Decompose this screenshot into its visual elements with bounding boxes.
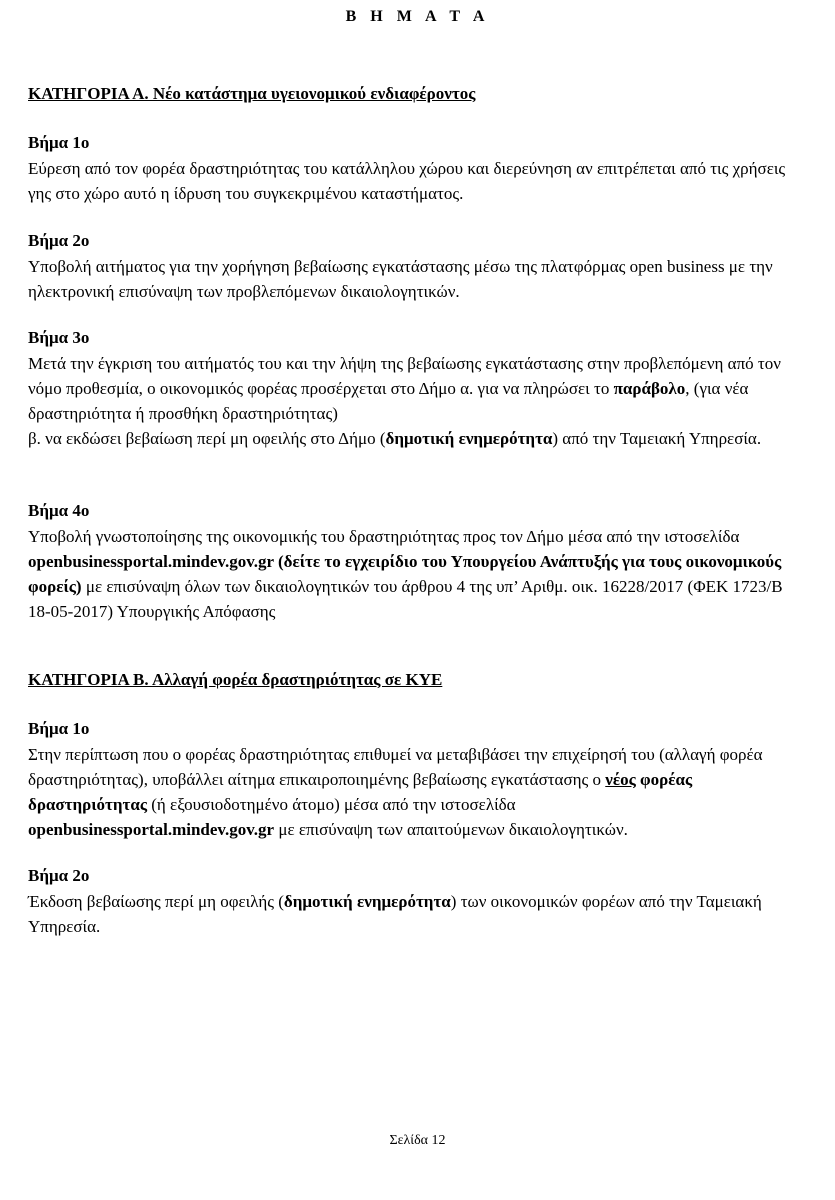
step-text: με επισύναψη όλων των δικαιολογητικών του άρθρου 4 της υπ’ Αριθμ. οικ. 16228/2017 (ΦΕΚ 1723/Β 18-05-2017) Υπουργικής Απόφασης (28, 577, 783, 621)
municipal-clearance-emphasis: δημοτική ενημερότητα (385, 429, 553, 448)
page-footer: Σελίδα 12 (389, 1133, 446, 1148)
operator-emphasis: φορέας δραστηριότητας (28, 770, 693, 814)
step-text: Στην περίπτωση που ο φορέας δραστηριότητας επιθυμεί να μεταβιβάσει την επιχείρησή του (αλλαγή φορέα δραστηριότητας), υποβάλλει αίτημα επικαιροποιημένης βεβαίωσης εγκατάστασης ο (28, 745, 763, 789)
fee-emphasis: παράβολο (613, 379, 686, 398)
category-b-heading: ΚΑΤΗΓΟΡΙΑ Β. Αλλαγή φορέα δραστηριότητας σε ΚΥΕ (28, 670, 443, 689)
step-body (28, 524, 803, 624)
step-text: Έκδοση βεβαίωσης περί μη οφειλής ( (28, 892, 284, 911)
step-title: Βήμα 2ο (28, 866, 90, 885)
step-title: Βήμα 1ο (28, 133, 90, 152)
step-title: Βήμα 3ο (28, 328, 90, 347)
step-text: Υποβολή αιτήματος για την χορήγηση βεβαίωσης εγκατάστασης μέσω της πλατφόρμας open business με την ηλεκτρονική επισύναψη των προβλεπόμενων δικαιολογητικών. (28, 257, 773, 301)
step-title: Βήμα 1ο (28, 719, 90, 738)
category-a-heading: ΚΑΤΗΓΟΡΙΑ Α. Νέο κατάστημα υγειονομικού ενδιαφέροντος (28, 84, 476, 103)
step-text: (ή εξουσιοδοτημένο άτομο) μέσα από την ιστοσελίδα (147, 795, 516, 814)
portal-link-text: openbusinessportal.mindev.gov.gr (28, 820, 275, 839)
category-b-step-2 (28, 863, 803, 939)
step-text: Εύρεση από τον φορέα δραστηριότητας του κατάλληλου χώρου και διερεύνηση αν επιτρέπεται από τις χρήσεις γης στο χώρο αυτό η ίδρυση του συγκεκριμένου καταστήματος. (28, 159, 786, 203)
page-title: Β Η Μ Α Τ Α (345, 8, 490, 25)
step-text: , (για νέα δραστηριότητα ή προσθήκη δραστηριότητας) (28, 379, 749, 423)
category-a-step-3 (28, 325, 803, 451)
step-text: Μετά την έγκριση του αιτήματός του και την λήψη της βεβαίωσης εγκατάστασης στην προβλεπόμενη από τον νόμο προθεσμία, ο οικονομικός φορέας προσέρχεται στο Δήμο α. για να πληρώσει το (28, 354, 781, 398)
step-body (28, 156, 803, 206)
step-text: β. να εκδώσει βεβαίωση περί μη οφειλής στο Δήμο ( (28, 429, 386, 448)
step-text: ) από την Ταμειακή Υπηρεσία. (552, 429, 762, 448)
step-text: Υποβολή γνωστοποίησης της οικονομικής του δραστηριότητας προς τον Δήμο μέσα από την ιστοσελίδα (28, 527, 740, 546)
portal-link-text: openbusinessportal.mindev.gov.gr (δείτε το εγχειρίδιο του Υπουργείου Ανάπτυξής για τους οικονομικούς φορείς) (28, 552, 782, 596)
category-a-step-4 (28, 498, 803, 624)
step-title: Βήμα 4ο (28, 501, 90, 520)
category-a-step-2 (28, 228, 803, 304)
category-a-step-1 (28, 130, 803, 206)
step-text: ) των οικονομικών φορέων από την Ταμειακή Υπηρεσία. (28, 892, 762, 936)
step-body (28, 254, 803, 304)
step-body (28, 351, 803, 451)
step-body (28, 742, 803, 842)
municipal-clearance-emphasis: δημοτική ενημερότητα (283, 892, 451, 911)
step-title: Βήμα 2ο (28, 231, 90, 250)
category-b-step-1 (28, 716, 803, 842)
step-body (28, 889, 803, 939)
step-text: με επισύναψη των απαιτούμενων δικαιολογητικών. (274, 820, 628, 839)
new-emphasis: νέος (605, 770, 636, 789)
